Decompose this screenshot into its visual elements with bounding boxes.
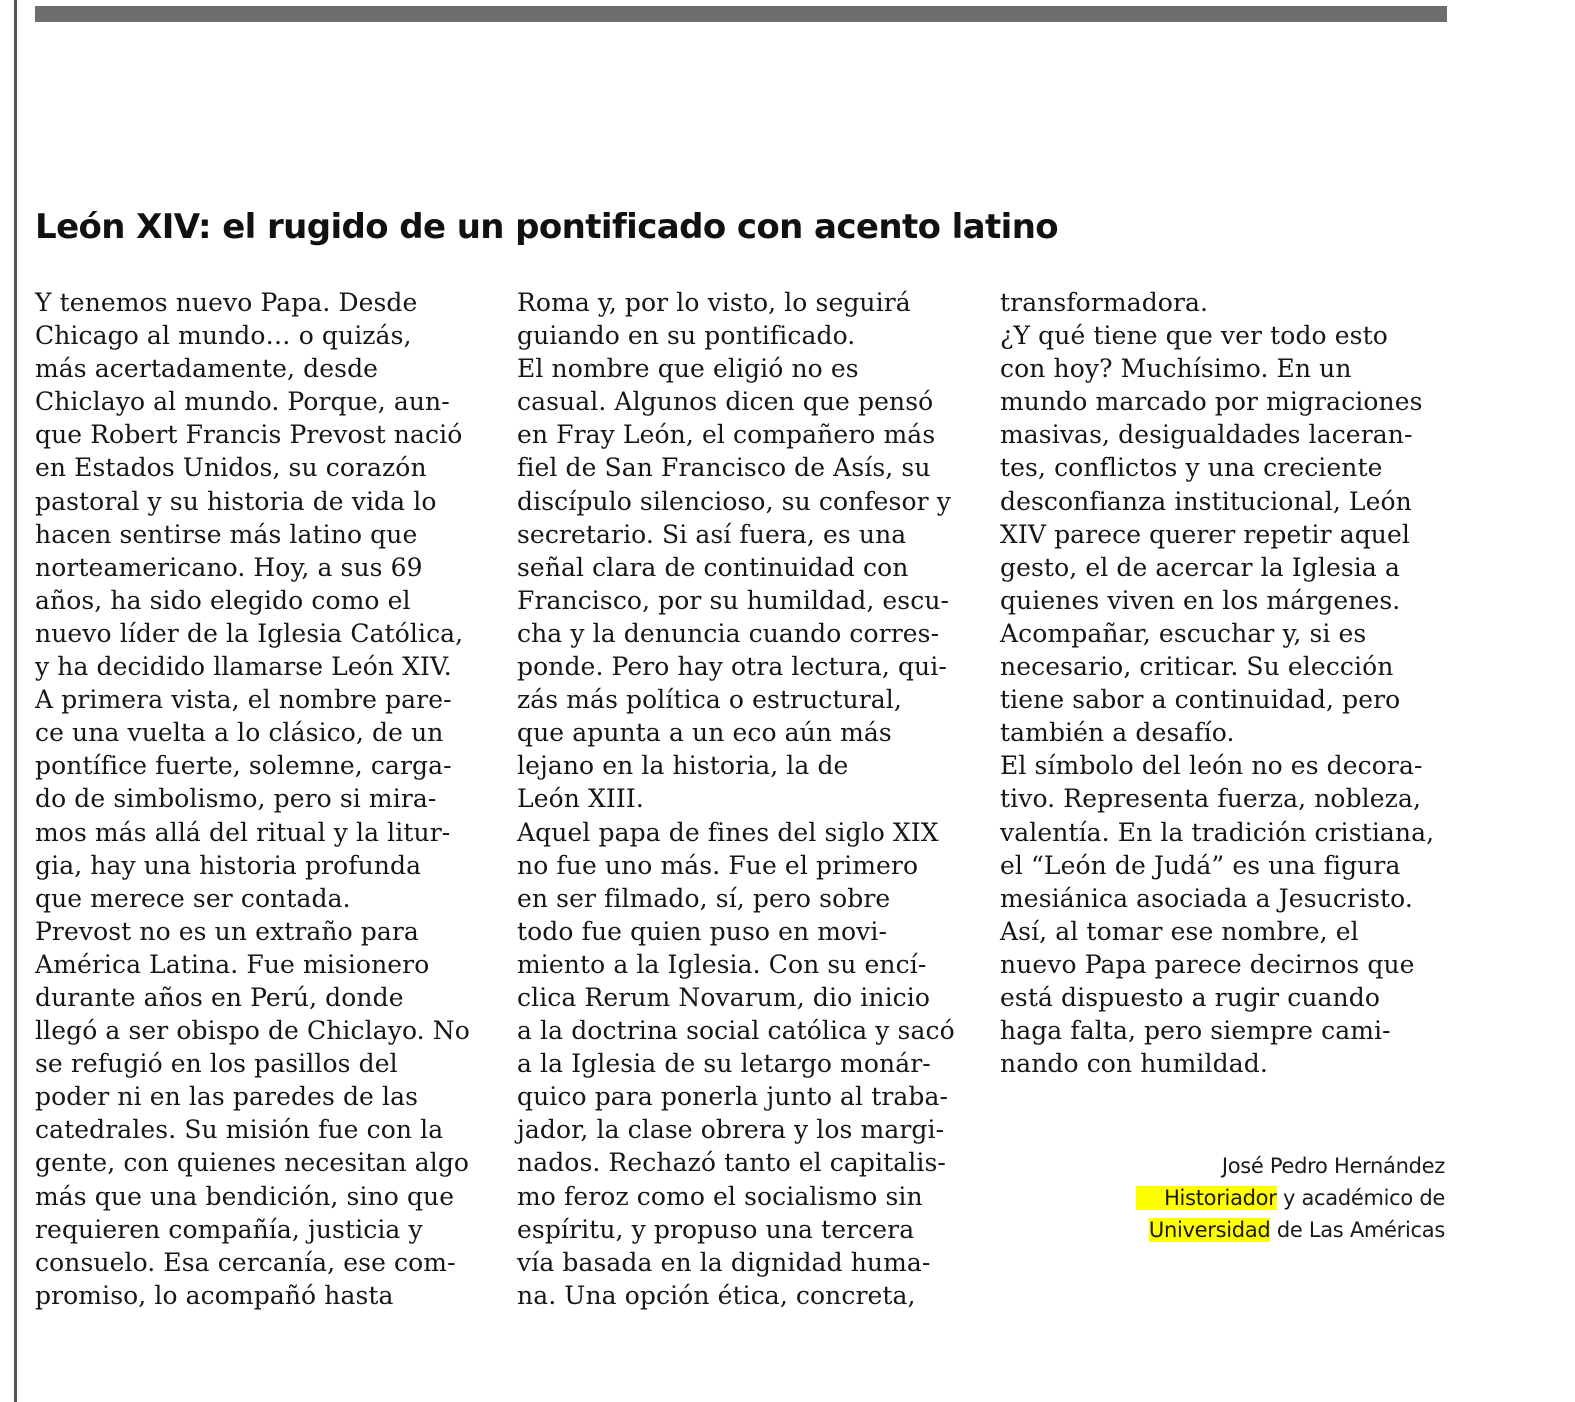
column-text-line: ce una vuelta a lo clásico, de un: [35, 718, 444, 748]
author-institution-rest: de Las Américas: [1270, 1218, 1445, 1242]
column-text-line: a la doctrina social católica y sacó: [517, 1016, 955, 1046]
column-text-line: Y tenemos nuevo Papa. Desde: [35, 288, 418, 317]
column-text-line: casual. Algunos dicen que pensó: [517, 387, 934, 417]
article-column-1: [35, 286, 470, 1312]
column-text-line: Prevost no es un extraño para: [35, 916, 419, 946]
column-text-line: cha y la denuncia cuando corres-: [517, 618, 940, 648]
column-text-line: Así, al tomar ese nombre, el: [1000, 916, 1359, 946]
column-text-line: durante años en Perú, donde: [35, 982, 404, 1012]
column-text-line: llegó a ser obispo de Chiclayo. No: [35, 1016, 470, 1046]
column-text-line: norteamericano. Hoy, a sus 69: [35, 552, 423, 582]
author-byline: [1136, 1150, 1445, 1246]
column-text-line: no fue uno más. Fue el primero: [517, 850, 919, 880]
column-text-line: en ser filmado, sí, pero sobre: [517, 883, 891, 913]
author-institution: [1136, 1214, 1445, 1246]
column-text-line: mos más allá del ritual y la litur-: [35, 817, 451, 847]
column-text-line: tiene sabor a continuidad, pero: [1000, 685, 1401, 715]
column-text-line: desconfianza institucional, León: [1000, 486, 1412, 516]
column-text-line: nados. Rechazó tanto el capitalis-: [517, 1148, 946, 1178]
column-text-line: haga falta, pero siempre cami-: [1000, 1016, 1391, 1046]
column-text-line: masivas, desigualdades laceran-: [1000, 420, 1413, 450]
column-text-line: Aquel papa de fines del siglo XIX: [517, 817, 939, 847]
author-role: [1136, 1182, 1445, 1214]
column-text-line: en Estados Unidos, su corazón: [35, 453, 427, 483]
column-text-line: Chiclayo al mundo. Porque, aun-: [35, 387, 450, 417]
column-text-line: jador, la clase obrera y los margi-: [517, 1115, 945, 1145]
highlighted-institution: Universidad: [1148, 1218, 1271, 1242]
column-text-line: todo fue quien puso en movi-: [517, 916, 888, 946]
column-text-line: XIV parece querer repetir aquel: [1000, 519, 1410, 549]
article-headline: León XIV: el rugido de un pontificado con acento latino: [35, 207, 1059, 247]
column-text-line: y ha decidido llamarse León XIV.: [35, 652, 452, 682]
column-text-line: tivo. Representa fuerza, nobleza,: [1000, 784, 1421, 814]
column-text-line: que Robert Francis Prevost nació: [35, 420, 463, 450]
column-text-line: catedrales. Su misión fue con la: [35, 1115, 444, 1145]
column-text-line: nuevo Papa parece decirnos que: [1000, 949, 1415, 979]
column-text-line: tes, conflictos y una creciente: [1000, 453, 1383, 483]
column-text-line: Roma y, por lo visto, lo seguirá: [517, 288, 911, 317]
column-text-line: quico para ponerla junto al traba-: [517, 1082, 949, 1112]
column-text-line: más que una bendición, sino que: [35, 1181, 455, 1211]
column-text-line: a la Iglesia de su letargo monár-: [517, 1049, 931, 1079]
column-text-line: que merece ser contada.: [35, 883, 351, 913]
column-text-line: más acertadamente, desde: [35, 354, 379, 384]
column-text-line: quienes viven en los márgenes.: [1000, 585, 1401, 615]
column-text-line: Francisco, por su humildad, escu-: [517, 585, 950, 615]
column-text-line: ¿Y qué tiene que ver todo esto: [1000, 321, 1388, 351]
column-text-line: valentía. En la tradición cristiana,: [1000, 817, 1435, 847]
column-text-line: mesiánica asociada a Jesucristo.: [1000, 883, 1413, 913]
column-text-line: nando con humildad.: [1000, 1049, 1268, 1079]
column-text-line: con hoy? Muchísimo. En un: [1000, 354, 1352, 384]
column-text-line: El nombre que eligió no es: [517, 354, 859, 384]
column-text-line: miento a la Iglesia. Con su encí-: [517, 949, 927, 979]
column-text-line: ponde. Pero hay otra lectura, qui-: [517, 652, 947, 682]
column-text-line: zás más política o estructural,: [517, 685, 902, 715]
column-text-line: Chicago al mundo… o quizás,: [35, 321, 412, 351]
column-text-line: el “León de Judá” es una figura: [1000, 850, 1401, 880]
column-text-line: clica Rerum Novarum, dio inicio: [517, 982, 931, 1012]
column-text-line: na. Una opción ética, concreta,: [517, 1280, 916, 1310]
column-text-line: espíritu, y propuso una tercera: [517, 1214, 915, 1244]
author-name: José Pedro Hernández: [1221, 1154, 1445, 1178]
column-text-line: gesto, el de acercar la Iglesia a: [1000, 552, 1400, 582]
column-text-line: se refugió en los pasillos del: [35, 1049, 398, 1079]
column-text-line: promiso, lo acompañó hasta: [35, 1280, 394, 1310]
column-text-line: do de simbolismo, pero si mira-: [35, 784, 437, 814]
author-role-rest: y académico de: [1276, 1186, 1445, 1210]
column-text-line: lejano en la historia, la de: [517, 751, 849, 781]
column-text-line: consuelo. Esa cercanía, ese com-: [35, 1247, 456, 1277]
column-text-line: poder ni en las paredes de las: [35, 1082, 419, 1112]
column-text-line: nuevo líder de la Iglesia Católica,: [35, 618, 464, 648]
column-text-line: Acompañar, escuchar y, si es: [1000, 618, 1367, 648]
column-text-line: gia, hay una historia profunda: [35, 850, 422, 880]
column-text-line: El símbolo del león no es decora-: [1000, 751, 1423, 781]
column-text-line: hacen sentirse más latino que: [35, 519, 418, 549]
section-top-rule: [35, 6, 1447, 22]
column-text-line: pastoral y su historia de vida lo: [35, 486, 437, 516]
column-text-line: pontífice fuerte, solemne, carga-: [35, 751, 452, 781]
column-text-line: mo feroz como el socialismo sin: [517, 1181, 923, 1211]
column-text-line: en Fray León, el compañero más: [517, 420, 936, 450]
column-text-line: requieren compañía, justicia y: [35, 1214, 423, 1244]
column-text-line: mundo marcado por migraciones: [1000, 387, 1423, 417]
column-text-line: guiando en su pontificado.: [517, 321, 856, 351]
page-left-border: [14, 0, 17, 1402]
column-text-line: León XIII.: [517, 784, 644, 814]
column-text-line: gente, con quienes necesitan algo: [35, 1148, 470, 1178]
column-text-line: América Latina. Fue misionero: [35, 949, 430, 979]
column-text-line: transformadora.: [1000, 288, 1209, 317]
column-text-line: que apunta a un eco aún más: [517, 718, 892, 748]
column-text-line: fiel de San Francisco de Asís, su: [517, 453, 931, 483]
column-text-line: también a desafío.: [1000, 718, 1235, 748]
column-text-line: está dispuesto a rugir cuando: [1000, 982, 1380, 1012]
column-text-line: A primera vista, el nombre pare-: [35, 685, 452, 715]
article-column-2: [517, 286, 955, 1312]
column-text-line: vía basada en la dignidad huma-: [517, 1247, 931, 1277]
column-text-line: necesario, criticar. Su elección: [1000, 652, 1394, 682]
highlighted-role: Historiador: [1136, 1186, 1277, 1210]
column-text-line: señal clara de continuidad con: [517, 552, 909, 582]
article-column-3: [1000, 286, 1434, 1080]
column-text-line: discípulo silencioso, su confesor y: [517, 486, 951, 516]
column-text-line: secretario. Si así fuera, es una: [517, 519, 907, 549]
column-text-line: años, ha sido elegido como el: [35, 585, 411, 615]
